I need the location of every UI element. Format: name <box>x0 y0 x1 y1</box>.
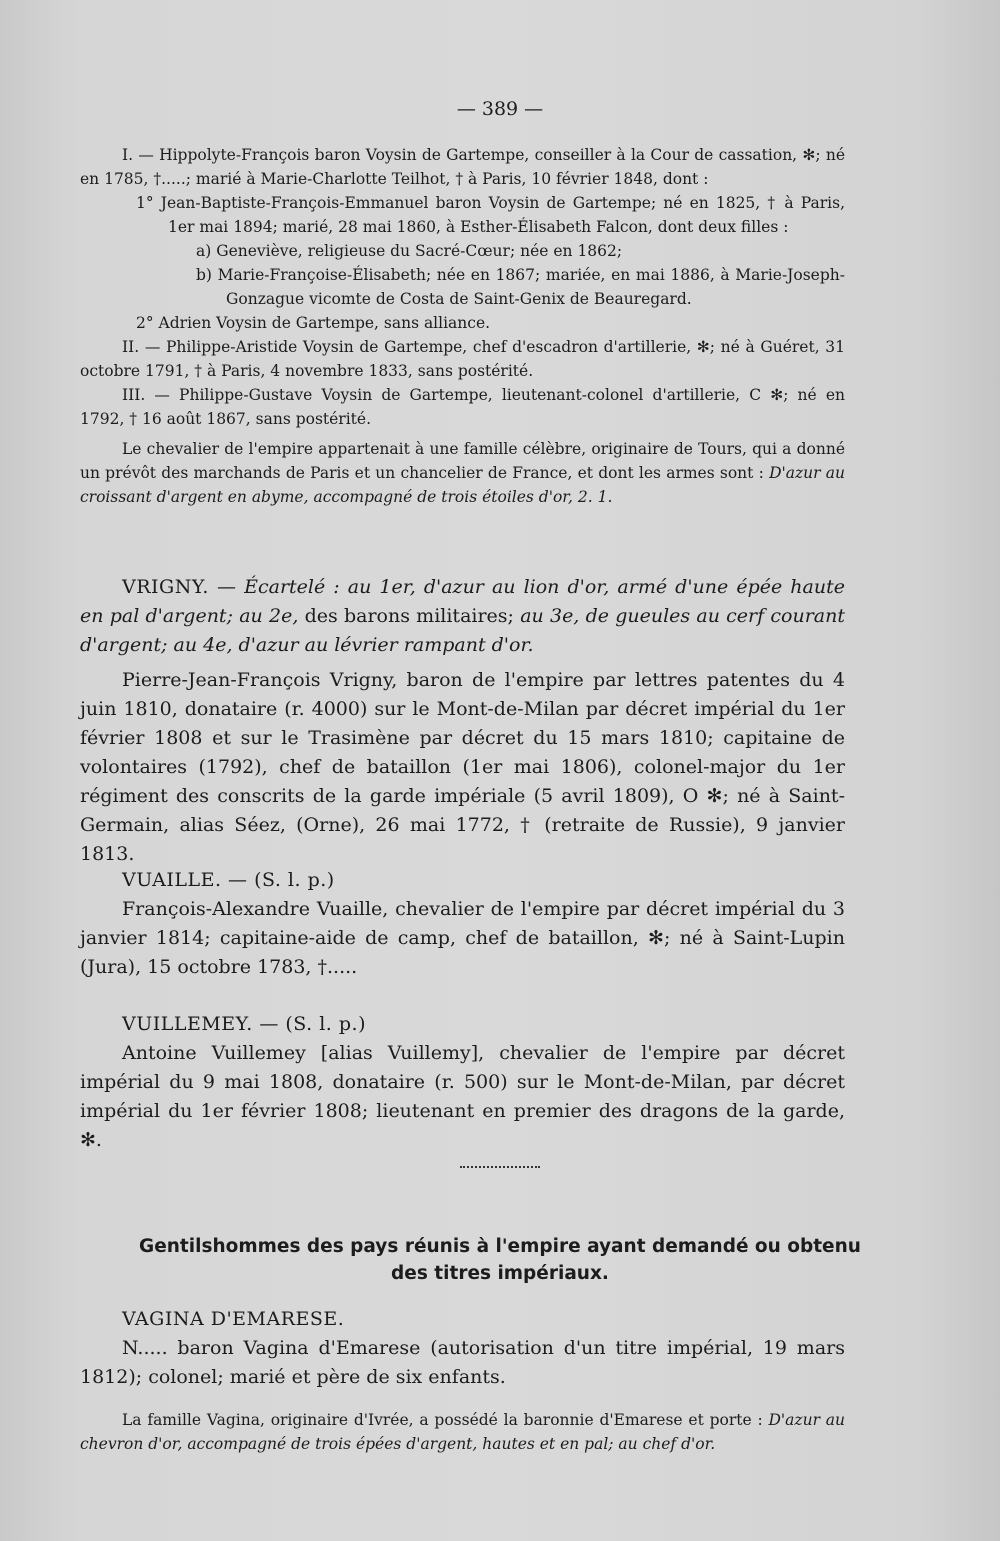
vrigny-heading: VRIGNY. <box>122 576 209 598</box>
vrigny-arms-part2: des barons militaires; <box>298 605 521 627</box>
paragraph-marie-francoise: b) Marie-Françoise-Élisabeth; née en 1867; mariée, en mai 1886, à Marie-Joseph-Gonzague vicomte de Costa de Saint-Genix de Beauregard. <box>196 266 845 308</box>
vuaille-biography: François-Alexandre Vuaille, chevalier de l'empire par décret impérial du 3 janvier 1814; capitaine-aide de camp, chef de bataillon, ✻; né à Saint-Lupin (Jura), 15 octobre 1783, †..... <box>80 898 845 978</box>
voysin-section <box>80 143 845 509</box>
section-title-line2: des titres impériaux. <box>391 1263 609 1284</box>
section-title-line1: Gentilshommes des pays réunis à l'empire ayant demandé ou obtenu <box>139 1236 861 1257</box>
vagina-note-text: La famille Vagina, originaire d'Ivrée, a possédé la baronnie d'Emarese et porte : <box>122 1411 769 1429</box>
vrigny-arms-part3: au 3e, de gueules au cerf courant d'argent; au 4e, d'azur au lévrier rampant d'or. <box>80 605 845 656</box>
vagina-note-block <box>80 1408 845 1456</box>
vagina-biography: N..... baron Vagina d'Emarese (autorisation d'un titre impérial, 19 mars 1812); colonel; marié et père de six enfants. <box>80 1337 845 1388</box>
page-number: — 389 — <box>456 98 544 120</box>
paragraph-philippe-aristide: II. — Philippe-Aristide Voysin de Gartempe, chef d'escadron d'artillerie, ✻; né à Guéret, 31 octobre 1791, † à Paris, 4 novembre 1833, sans postérité. <box>80 338 845 380</box>
paragraph-hippolyte: I. — Hippolyte-François baron Voysin de Gartempe, conseiller à la Cour de cassation, ✻; né en 1785, †.....; marié à Marie-Charlotte Teilhot, † à Paris, 10 février 1848, dont : <box>80 146 845 188</box>
vrigny-biography: Pierre-Jean-François Vrigny, baron de l'empire par lettres patentes du 4 juin 1810, donataire (r. 4000) sur le Mont-de-Milan par décret impérial du 1er février 1808 et sur le Trasimène par décret du 15 mars 1810; capitaine de volontaires (1792), chef de bataillon (1er mai 1806), colonel-major du 1er régiment des conscrits de la garde impériale (5 avril 1809), O ✻; né à Saint-Germain, alias Séez, (Orne), 26 mai 1772, † (retraite de Russie), 9 janvier 1813. <box>80 669 845 865</box>
section-title <box>80 1233 920 1287</box>
family-note-text: Le chevalier de l'empire appartenait à une famille célèbre, originaire de Tours, qui a donné un prévôt des marchands de Paris et un chancelier de France, et dont les armes sont : <box>80 440 845 482</box>
paragraph-genevieve: a) Geneviève, religieuse du Sacré-Cœur; née en 1862; <box>196 242 623 260</box>
vuaille-section <box>80 866 845 982</box>
vrigny-arms <box>80 573 845 660</box>
paragraph-philippe-gustave: III. — Philippe-Gustave Voysin de Gartempe, lieutenant-colonel d'artillerie, C ✻; né en 1792, † 16 août 1867, sans postérité. <box>80 386 845 428</box>
vagina-family-note <box>80 1408 845 1456</box>
paragraph-family-note <box>80 437 845 509</box>
paragraph-jean-baptiste: 1° Jean-Baptiste-François-Emmanuel baron Voysin de Gartempe; né en 1825, † à Paris, 1er mai 1894; marié, 28 mai 1860, à Esther-Élisabeth Falcon, dont deux filles : <box>136 194 845 236</box>
vagina-note-arms: D'azur au chevron d'or, accompagné de trois épées d'argent, hautes et en pal; au chef d'or. <box>80 1411 845 1453</box>
family-note-arms: D'azur au croissant d'argent en abyme, accompagné de trois étoiles d'or, 2. 1. <box>80 464 845 506</box>
section-divider <box>460 1166 540 1168</box>
vagina-section <box>80 1305 845 1392</box>
vuaille-heading: VUAILLE. — (S. l. p.) <box>122 869 335 891</box>
vuillemey-biography: Antoine Vuillemey [alias Vuillemy], chevalier de l'empire par décret impérial du 9 mai 1808, donataire (r. 500) sur le Mont-de-Milan, par décret impérial du 1er février 1808; lieutenant en premier des dragons de la garde, ✻. <box>80 1042 845 1151</box>
vuillemey-section <box>80 1010 845 1155</box>
vuillemey-heading: VUILLEMEY. — (S. l. p.) <box>122 1013 366 1035</box>
vrigny-arms-part1: Écartelé : au 1er, d'azur au lion d'or, armé d'une épée haute en pal d'argent; au 2e, <box>80 576 845 627</box>
paragraph-adrien: 2° Adrien Voysin de Gartempe, sans alliance. <box>136 314 491 332</box>
vrigny-dash: — <box>208 576 245 598</box>
vrigny-section <box>80 573 845 869</box>
vagina-heading: VAGINA D'EMARESE. <box>122 1308 345 1330</box>
